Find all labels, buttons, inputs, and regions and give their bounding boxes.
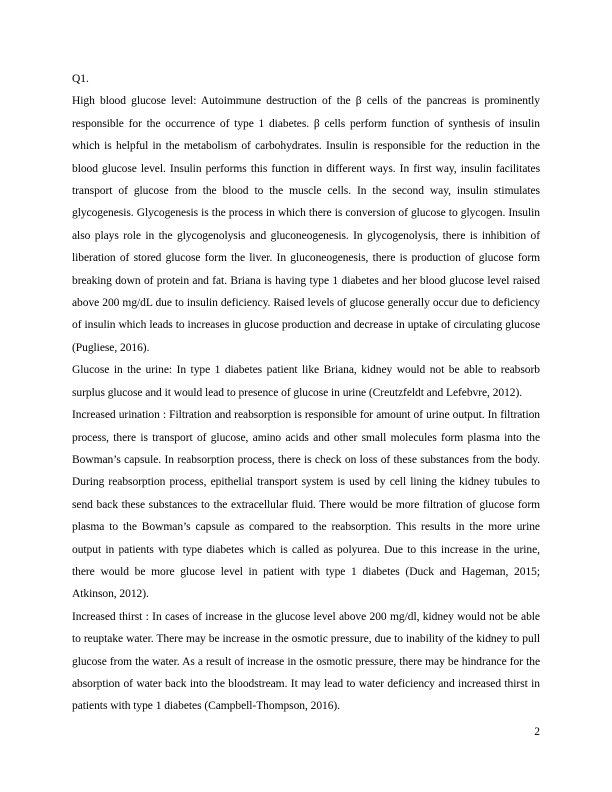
question-heading: Q1.: [72, 73, 89, 85]
page-number: 2: [534, 726, 540, 738]
paragraph-high-blood-glucose: High blood glucose level: Autoimmune destruction of the β cells of the pancreas is prominently responsible for the occurrence of type 1 diabetes. β cells perform function of synthesis of insulin which is helpful in the metabolism of carbohydrates. Insulin is responsible for the reduction in the blood glucose level. Insulin performs this function in different ways. In first way, insulin facilitates transport of glucose from the blood to the muscle cells. In the second way, insulin stimulates glycogenesis. Glycogenesis is the process in which there is conversion of glucose to glycogen. Insulin also plays role in the glycogenolysis and gluconeogenesis. In glycogenolysis, there is inhibition of liberation of stored glucose form the liver. In gluconeogenesis, there is production of glucose form breaking down of protein and fat. Briana is having type 1 diabetes and her blood glucose level raised above 200 mg/dL due to insulin deficiency. Raised levels of glucose generally occur due to deficiency of insulin which leads to increases in glucose production and decrease in uptake of circulating glucose (Pugliese, 2016).: [72, 95, 540, 354]
paragraph-glucose-in-urine: Glucose in the urine: In type 1 diabetes patient like Briana, kidney would not be able to reabsorb surplus glucose and it would lead to presence of glucose in urine (Creutzfeldt and Lefebvre, 2012).: [72, 364, 540, 399]
paragraph-increased-thirst: Increased thirst : In cases of increase in the glucose level above 200 mg/dl, kidney would not be able to reuptake water. There may be increase in the osmotic pressure, due to inability of the kidney to pull glucose from the water. As a result of increase in the osmotic pressure, there may be hindrance for the absorption of water back into the bloodstream. It may lead to water deficiency and increased thirst in patients with type 1 diabetes (Campbell-Thompson, 2016).: [72, 610, 540, 713]
page-body: [72, 68, 540, 718]
paragraph-increased-urination: Increased urination : Filtration and reabsorption is responsible for amount of urine output. In filtration process, there is transport of glucose, amino acids and other small molecules form plasma into the Bowman’s capsule. In reabsorption process, there is check on loss of these substances from the body. During reabsorption process, epithelial transport system is used by cell lining the kidney tubules to send back these substances to the extracellular fluid. There would be more filtration of glucose form plasma to the Bowman’s capsule as compared to the reabsorption. This results in the more urine output in patients with type diabetes which is called as polyurea. Due to this increase in the urine, there would be more glucose level in patient with type 1 diabetes (Duck and Hageman, 2015; Atkinson, 2012).: [72, 409, 540, 601]
